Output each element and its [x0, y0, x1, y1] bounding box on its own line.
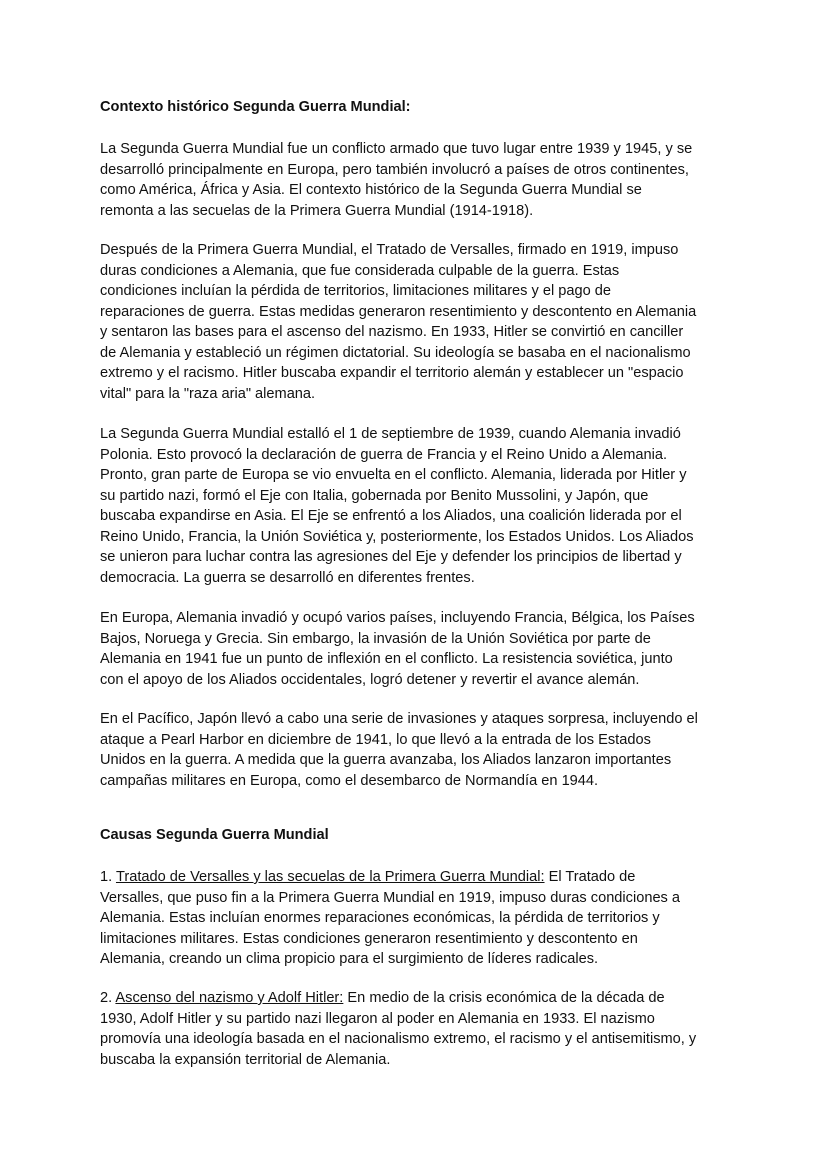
text-line: [100, 988, 750, 1009]
text-line: En Europa, Alemania invadió y ocupó varios países, incluyendo Francia, Bélgica, los Países: [100, 610, 695, 626]
text-line: Versalles, que puso fin a la Primera Guerra Mundial en 1919, impuso duras condiciones a: [100, 889, 681, 906]
text-line: ataque a Pearl Harbor en diciembre de 1941, lo que llevó a la entrada de los Estados: [100, 731, 651, 748]
cause-item: [100, 867, 750, 970]
text-line: Pronto, gran parte de Europa se vio envuelta en el conflicto. Alemania, liderada por Hitler y: [100, 467, 687, 483]
context-paragraph: [100, 709, 750, 791]
text-line: desarrolló principalmente en Europa, pero también involucró a países de otros continentes,: [100, 161, 689, 178]
cause-title: Ascenso del nazismo y Adolf Hitler:: [115, 990, 344, 1006]
text-line: con el apoyo de los Aliados occidentales, logró detener y revertir el avance alemán.: [100, 671, 640, 688]
text-line: Bajos, Noruega y Grecia. Sin embargo, la invasión de la Unión Soviética por parte de: [100, 630, 651, 647]
text-line: reparaciones de guerra. Estas medidas generaron resentimiento y descontento en Alemania: [100, 303, 697, 320]
text-line: En el Pacífico, Japón llevó a cabo una serie de invasiones y ataques sorpresa, incluyendo el: [100, 711, 698, 727]
text-line: su partido nazi, formó el Eje con Italia, gobernada por Benito Mussolini, y Japón, que: [100, 487, 649, 504]
text-line: Alemania en 1941 fue un punto de inflexión en el conflicto. La resistencia soviética, junto: [100, 651, 673, 667]
text-line: buscaba la expansión territorial de Alemania.: [100, 1051, 391, 1068]
text-line: limitaciones militares. Estas condiciones generaron resentimiento y descontento en: [100, 930, 638, 947]
context-paragraph: [100, 240, 750, 404]
text-line: La Segunda Guerra Mundial fue un conflicto armado que tuvo lugar entre 1939 y 1945, y se: [100, 141, 693, 157]
text-line: buscaba expandirse en Asia. El Eje se enfrentó a los Aliados, una coalición liderada por el: [100, 508, 682, 524]
causes-heading: Causas Segunda Guerra Mundial: [100, 827, 329, 843]
text-line: La Segunda Guerra Mundial estalló el 1 de septiembre de 1939, cuando Alemania invadió: [100, 426, 681, 442]
text-line: se unieron para luchar contra las agresiones del Eje y defender los principios de libertad y: [100, 549, 682, 565]
text-line: Alemania, creando un clima propicio para el surgimiento de líderes radicales.: [100, 951, 599, 967]
text-line: Unidos en la guerra. A medida que la guerra avanzaba, los Aliados lanzaron importantes: [100, 752, 672, 768]
cause-text: El Tratado de: [544, 869, 636, 885]
context-heading: Contexto histórico Segunda Guerra Mundial:: [100, 99, 411, 115]
text-line: [100, 867, 750, 888]
text-line: democracia. La guerra se desarrolló en diferentes frentes.: [100, 569, 475, 586]
cause-item: [100, 988, 750, 1070]
text-line: Polonia. Esto provocó la declaración de guerra de Francia y el Reino Unido a Alemania.: [100, 446, 668, 463]
text-line: promovía una ideología basada en el nacionalismo extremo, el racismo y el antisemitismo, y: [100, 1031, 697, 1047]
cause-title: Tratado de Versalles y las secuelas de la Primera Guerra Mundial:: [115, 869, 545, 885]
cause-number: 1.: [100, 869, 113, 885]
text-line: remonta a las secuelas de la Primera Guerra Mundial (1914-1918).: [100, 202, 534, 219]
context-paragraph: [100, 139, 750, 221]
text-line: condiciones incluían la pérdida de territorios, limitaciones militares y el pago de: [100, 283, 612, 299]
cause-text: En medio de la crisis económica de la década de: [343, 990, 665, 1006]
text-line: 1930, Adolf Hitler y su partido nazi llegaron al poder en Alemania en 1933. El nazismo: [100, 1010, 655, 1027]
context-paragraph: [100, 608, 750, 690]
text-line: vital" para la "raza aria" alemana.: [100, 385, 316, 402]
cause-number: 2.: [100, 990, 113, 1006]
text-line: y sentaron las bases para el ascenso del nazismo. En 1933, Hitler se convirtió en canciller: [100, 324, 684, 340]
text-line: campañas militares en Europa, como el desembarco de Normandía en 1944.: [100, 772, 599, 789]
text-line: duras condiciones a Alemania, que fue considerada culpable de la guerra. Estas: [100, 262, 620, 279]
text-line: Alemania. Estas incluían enormes reparaciones económicas, la pérdida de territorios y: [100, 910, 660, 926]
text-line: de Alemania y estableció un régimen dictatorial. Su ideología se basaba en el nacionalismo: [100, 344, 691, 361]
text-line: extremo y el racismo. Hitler buscaba expandir el territorio alemán y establecer un "espacio: [100, 365, 684, 381]
text-line: como América, África y Asia. El contexto histórico de la Segunda Guerra Mundial se: [100, 182, 642, 198]
context-paragraph: [100, 424, 750, 588]
text-line: Después de la Primera Guerra Mundial, el Tratado de Versalles, firmado en 1919, impuso: [100, 242, 679, 258]
text-line: Reino Unido, Francia, la Unión Soviética y, posteriormente, los Estados Unidos. Los Aliados: [100, 528, 694, 545]
